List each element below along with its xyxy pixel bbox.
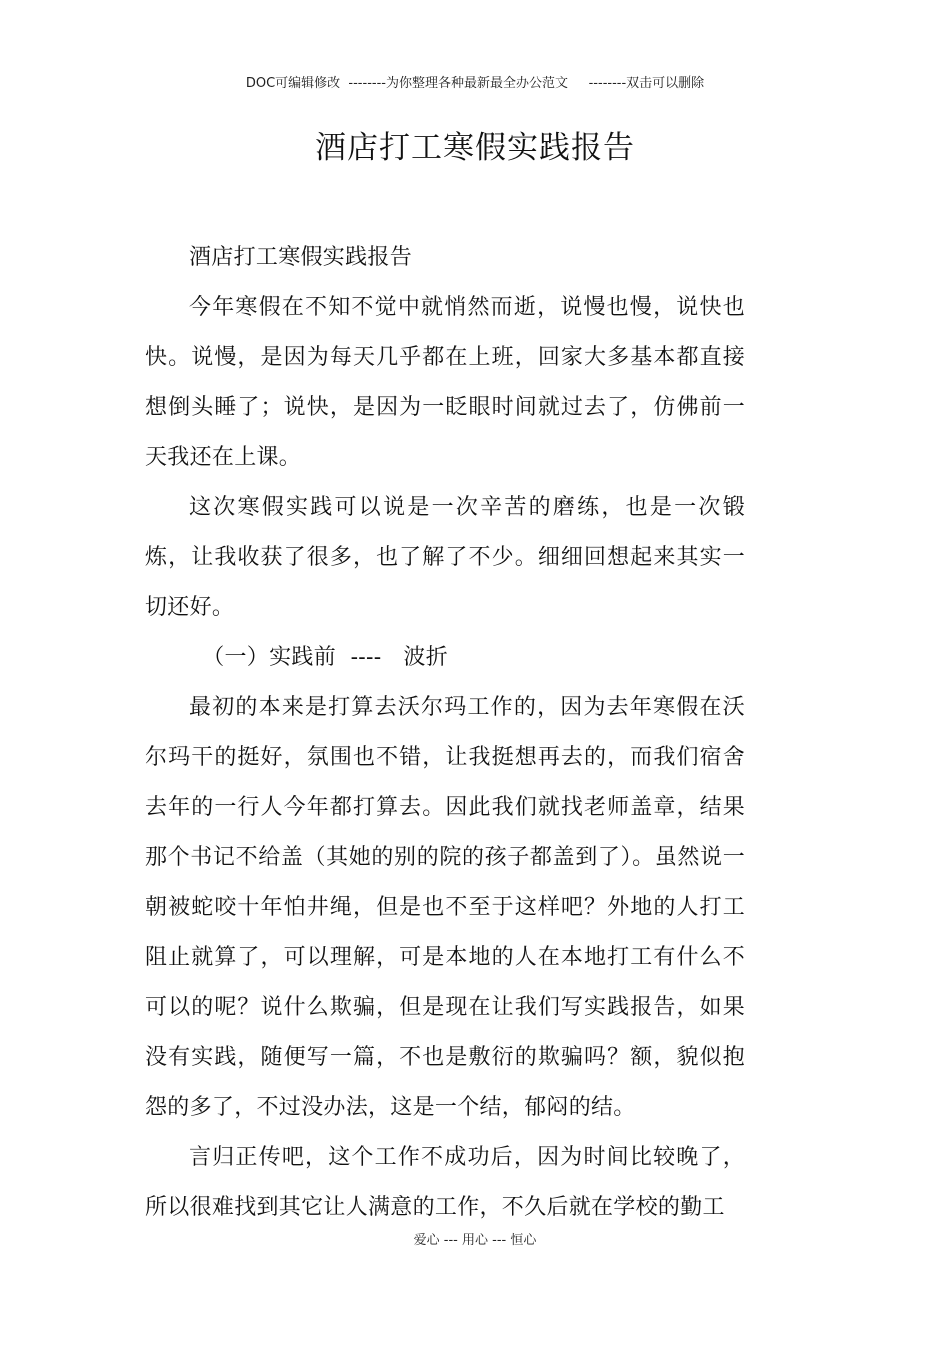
document-body <box>145 233 745 1233</box>
body-paragraph: 这次寒假实践可以说是一次辛苦的磨练，也是一次锻炼，让我收获了很多，也了解了不少。细细回想起来其实一切还好。 <box>145 495 745 620</box>
page-header: DOC可编辑修改 --------为你整理各种最新最全办公范文 --------双击可以删除 <box>245 76 705 91</box>
section-heading: （一）实践前 ---- 波折 <box>202 645 448 670</box>
document-title: 酒店打工寒假实践报告 <box>315 130 635 166</box>
page-footer: 爱心 --- 用心 --- 恒心 <box>413 1233 537 1248</box>
body-paragraph: 最初的本来是打算去沃尔玛工作的，因为去年寒假在沃尔玛干的挺好，氛围也不错，让我挺想再去的，而我们宿舍去年的一行人今年都打算去。因此我们就找老师盖章，结果那个书记不给盖（其她的别的院的孩子都盖到了）。虽然说一朝被蛇咬十年怕井绳，但是也不至于这样吧？外地的人打工阻止就算了，可以理解，可是本地的人在本地打工有什么不可以的呢？说什么欺骗，但是现在让我们写实践报告，如果没有实践，随便写一篇，不也是敷衍的欺骗吗？额，貌似抱怨的多了，不过没办法，这是一个结，郁闷的结。 <box>145 695 745 1120</box>
body-paragraph: 今年寒假在不知不觉中就悄然而逝，说慢也慢，说快也快。说慢，是因为每天几乎都在上班，回家大多基本都直接想倒头睡了；说快，是因为一眨眼时间就过去了，仿佛前一天我还在上课。 <box>145 295 745 470</box>
subtitle-paragraph: 酒店打工寒假实践报告 <box>189 245 413 270</box>
body-paragraph: 言归正传吧，这个工作不成功后，因为时间比较晚了，所以很难找到其它让人满意的工作，不久后就在学校的勤工 <box>145 1145 745 1220</box>
